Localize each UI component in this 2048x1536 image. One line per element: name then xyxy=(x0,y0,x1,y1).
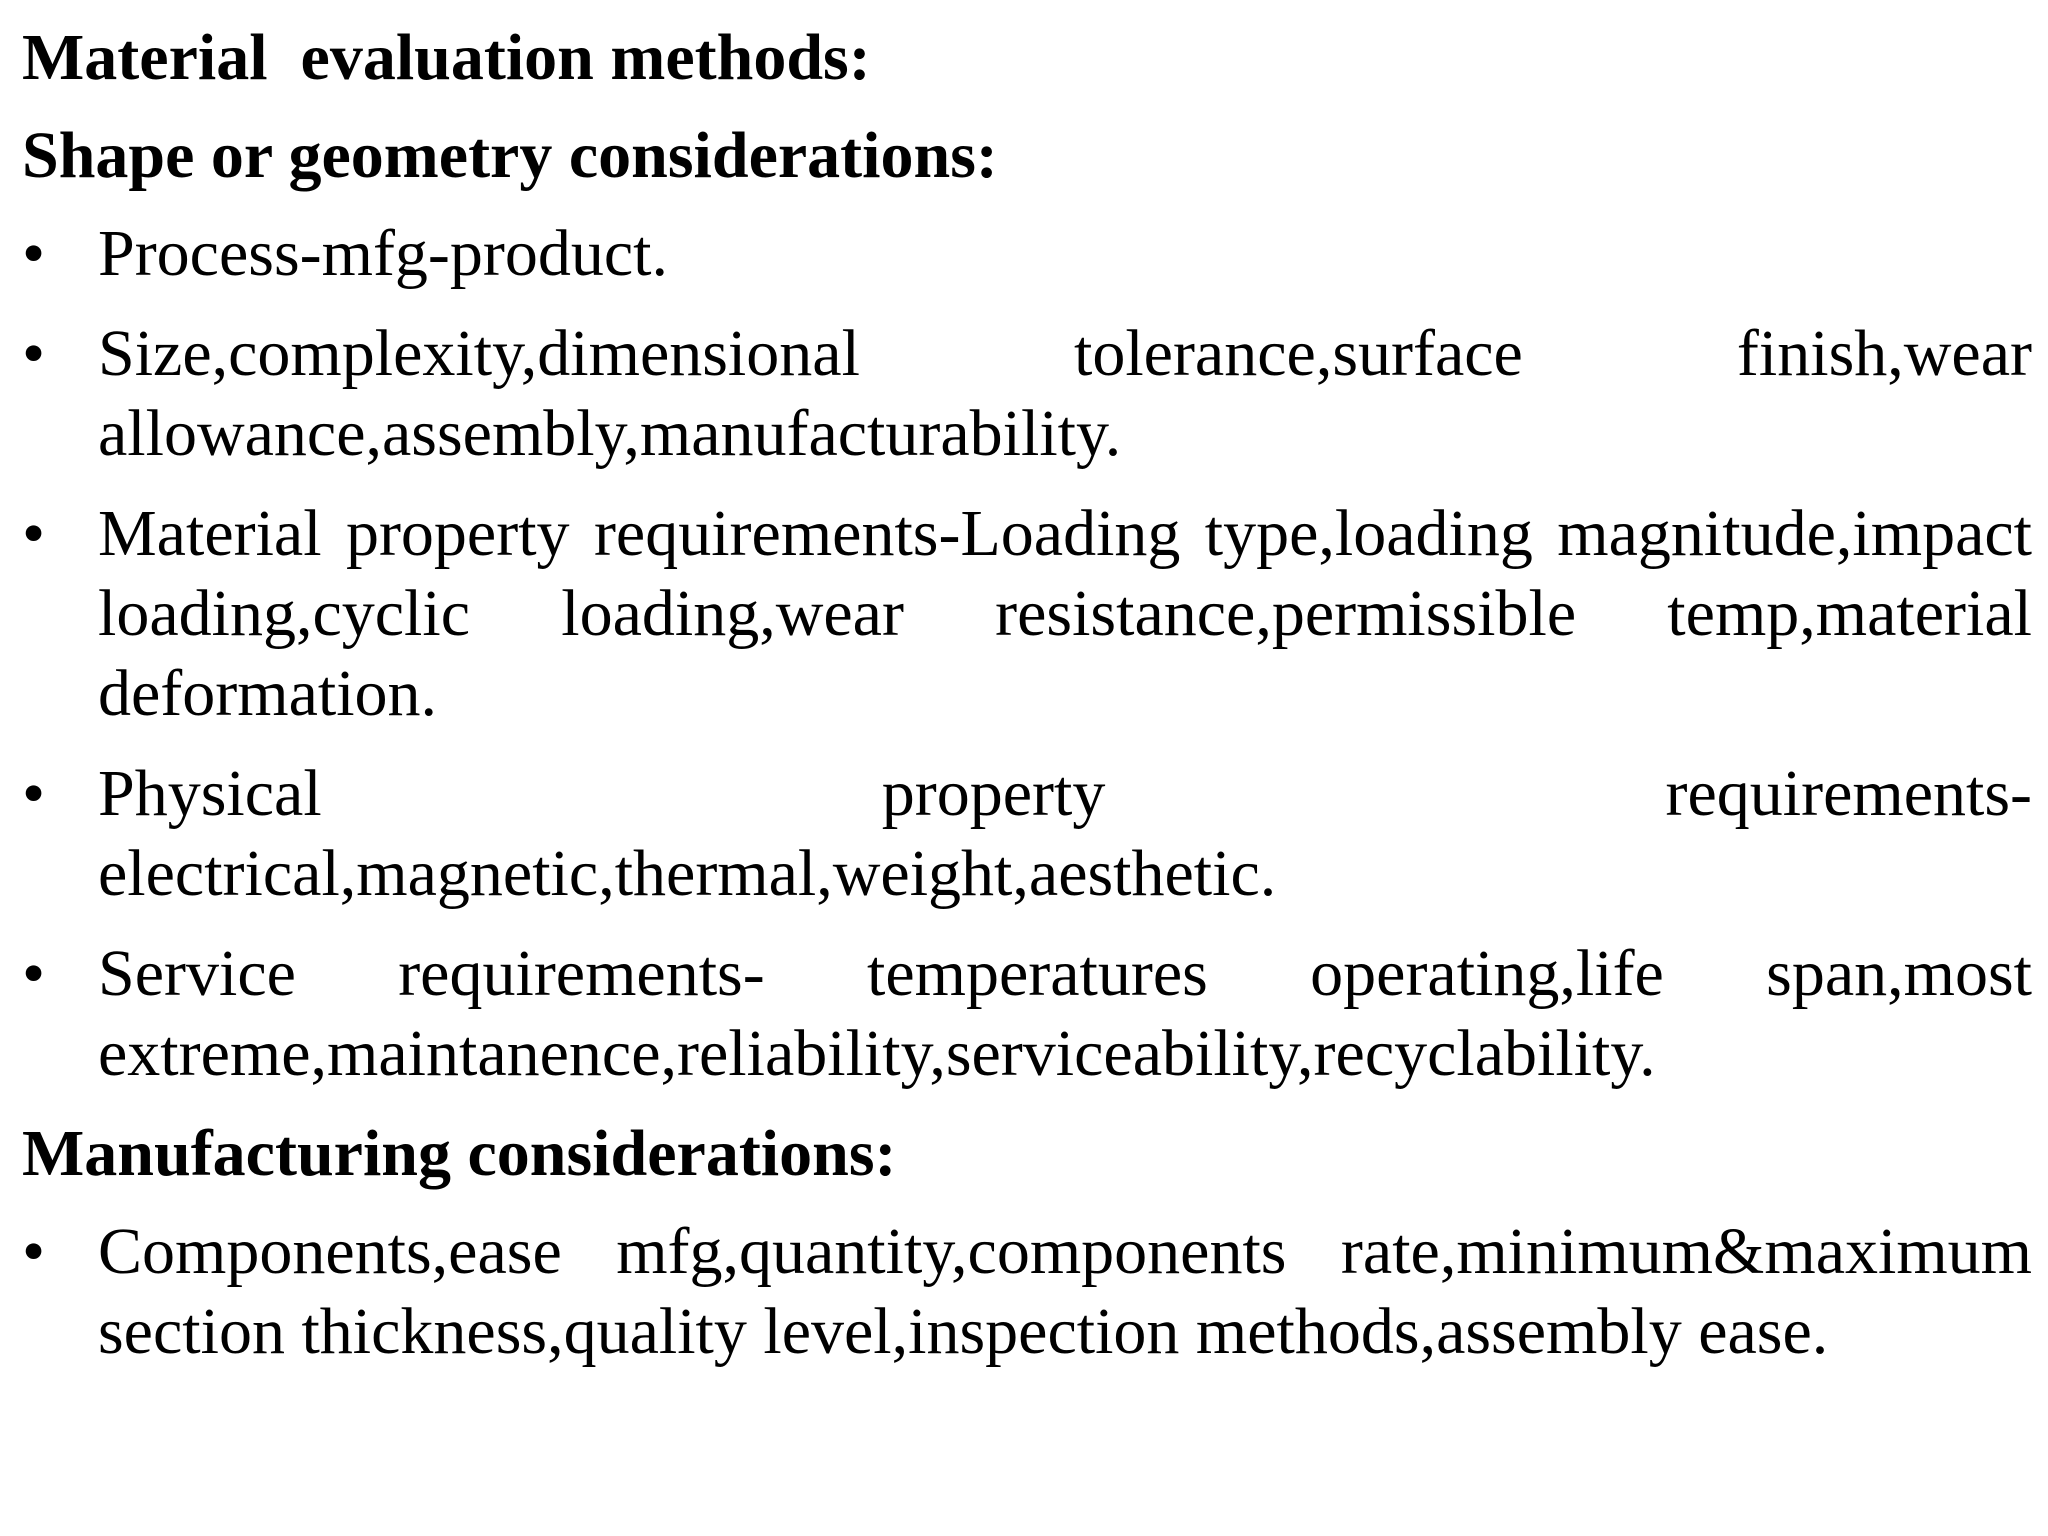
bullet-icon: • xyxy=(22,497,46,570)
bullet-list-shape xyxy=(22,214,2032,1094)
section-heading-manufacturing: Manufacturing considerations: xyxy=(22,1117,897,1190)
bullet-icon: • xyxy=(22,937,46,1010)
section-heading-shape: Shape or geometry considerations: xyxy=(22,119,998,192)
list-item xyxy=(22,934,2032,1094)
bullet-icon: • xyxy=(22,317,46,390)
list-item xyxy=(22,754,2032,914)
list-item xyxy=(22,214,2032,294)
bullet-icon: • xyxy=(22,757,46,830)
list-item xyxy=(22,314,2032,474)
bullet-text: Size,complexity,dimensional tolerance,surface finish,wear allowance,assembly,manufacturability. xyxy=(98,317,2032,470)
slide-title: Material evaluation methods: xyxy=(22,21,871,94)
list-item xyxy=(22,1212,2032,1372)
bullet-icon: • xyxy=(22,1215,46,1288)
bullet-text: Service requirements- temperatures operating,life span,most extreme,maintanence,reliability,serviceability,recyclability. xyxy=(98,937,2032,1090)
bullet-text: Material property requirements-Loading type,loading magnitude,impact loading,cyclic loading,wear resistance,permissible temp,material deformation. xyxy=(98,497,2032,730)
bullet-text: Process-mfg-product. xyxy=(98,217,669,290)
bullet-text: Physical property requirements-electrical,magnetic,thermal,weight,aesthetic. xyxy=(98,757,2032,910)
bullet-text: Components,ease mfg,quantity,components rate,minimum&maximum section thickness,quality level,inspection methods,assembly ease. xyxy=(98,1215,2032,1368)
slide-content xyxy=(22,18,2032,1392)
list-item xyxy=(22,494,2032,734)
bullet-icon: • xyxy=(22,217,46,290)
bullet-list-manufacturing xyxy=(22,1212,2032,1372)
